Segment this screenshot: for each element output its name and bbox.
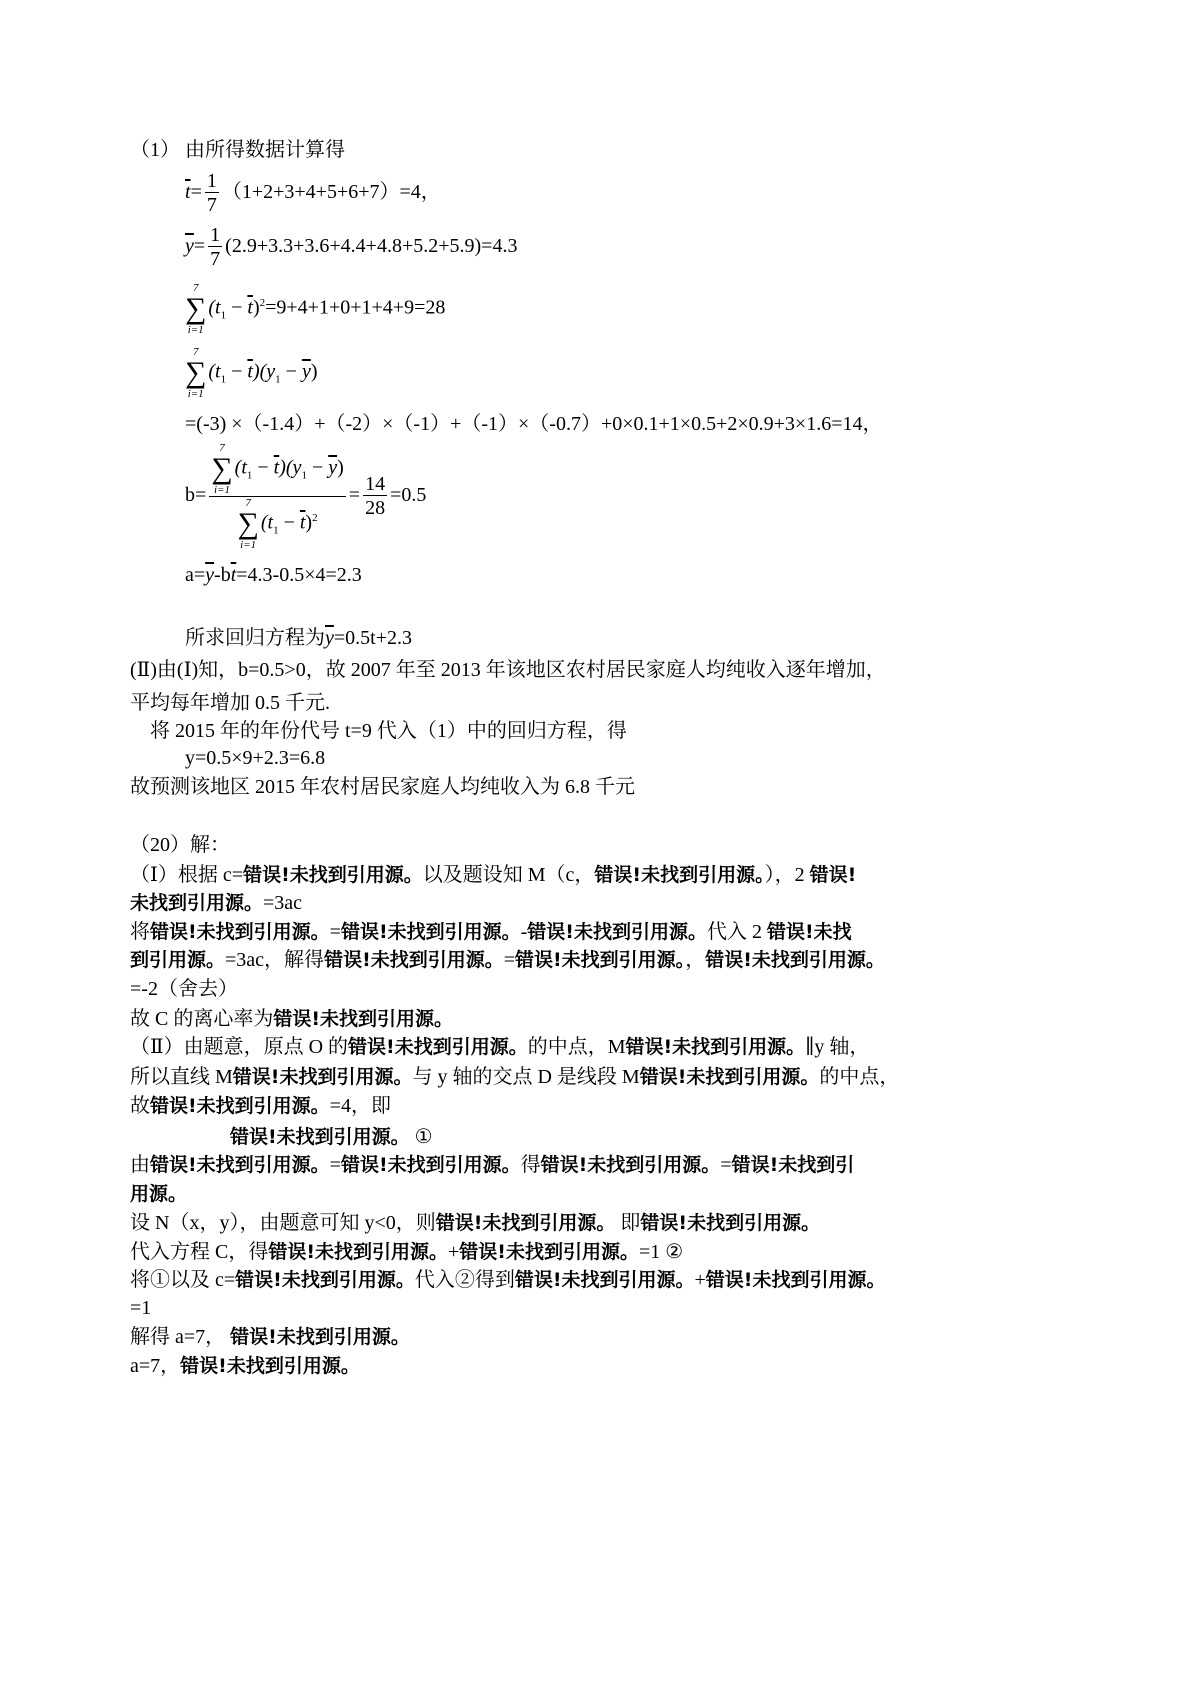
- broken-reference: 到引用源。: [130, 949, 226, 971]
- y-bar: $\overline{y}$: [301, 360, 311, 383]
- text: 设 N（x，y），由题意可知 y<0，则: [130, 1212, 436, 1234]
- denominator: 7: [206, 194, 217, 216]
- text: 将①以及 c=: [130, 1269, 236, 1291]
- sum-top: 7: [192, 282, 199, 294]
- denominator: 7: [210, 248, 221, 270]
- expr: (t: [208, 360, 221, 383]
- t-bar: $\overline{t}$: [273, 456, 280, 479]
- sum-bottom: i=1: [213, 484, 230, 496]
- part2-line: y=0.5×9+2.3=6.8: [185, 747, 326, 769]
- text: 故 C 的离心率为: [130, 1008, 274, 1030]
- minus: −: [226, 296, 248, 319]
- problem20-line: [130, 1268, 885, 1292]
- text: 即: [615, 1212, 641, 1234]
- a-formula: [185, 563, 362, 587]
- text: +: [448, 1241, 460, 1263]
- problem20-line: [130, 1035, 869, 1059]
- text: =: [329, 921, 341, 943]
- text: ①: [409, 1126, 433, 1148]
- problem20-line: [130, 1211, 820, 1235]
- part2-line: (Ⅱ)由(Ⅰ)知，b=0.5>0，故 2007 年至 2013 年该地区农村居民家庭人均纯收入逐年增加，: [130, 659, 886, 681]
- text: 代入方程 C，得: [130, 1241, 269, 1263]
- expr: )(y: [252, 360, 276, 383]
- expr: (t: [234, 456, 247, 479]
- text: =4，即: [329, 1095, 391, 1117]
- text: =-2（舍去）: [130, 978, 238, 1000]
- broken-reference: 错误!未找到引用源。: [515, 949, 686, 971]
- fraction: [208, 224, 222, 271]
- sum-bottom: i=1: [187, 388, 204, 400]
- minus: −: [306, 456, 329, 479]
- text: a=7，: [130, 1355, 181, 1377]
- paren: ): [305, 511, 313, 534]
- broken-reference: 错误!未找到引用源。: [514, 1269, 695, 1291]
- problem20-line: [130, 891, 302, 915]
- expr: (t: [260, 511, 274, 534]
- text: =1 ②: [638, 1241, 684, 1263]
- sigma: [185, 346, 206, 400]
- numerator: 14: [365, 473, 386, 495]
- sub: 1: [220, 309, 227, 322]
- text: =: [720, 1154, 732, 1176]
- a-lhs: a=: [185, 564, 206, 586]
- problem20-line: [130, 1325, 410, 1349]
- sigma-symbol: ∑: [237, 507, 259, 540]
- regression-equation: [185, 626, 412, 650]
- text: 由: [130, 1154, 150, 1176]
- sum-top: 7: [192, 346, 199, 358]
- broken-reference: 用源。: [130, 1183, 188, 1205]
- broken-reference: 错误!未找到引用源。: [459, 1241, 639, 1263]
- text: 解得 a=7，: [130, 1326, 231, 1348]
- sigma: [211, 442, 232, 496]
- text: （20）解：: [130, 834, 230, 856]
- sum-bottom: i=1: [240, 539, 257, 551]
- t-bar: $\overline{t}$: [247, 296, 253, 319]
- text: 代入 2: [706, 921, 767, 943]
- problem20-line: [130, 1296, 151, 1320]
- broken-reference: 错误!未找到引用源。: [273, 1008, 454, 1030]
- broken-reference: 错误!未找到引用源。: [594, 864, 765, 886]
- t-bar: $\overline{t}$: [185, 181, 191, 204]
- sub: 1: [220, 373, 227, 386]
- sum-top: 7: [245, 497, 251, 509]
- text: 故: [130, 1095, 150, 1117]
- t-bar: $\overline{t}$: [299, 511, 306, 534]
- fraction: [363, 473, 387, 520]
- sup: 2: [259, 296, 266, 309]
- problem20-line: [130, 1007, 453, 1031]
- broken-reference: 错误!未找到引用源。: [150, 1095, 330, 1117]
- broken-reference: 错误!未找到引用源。: [540, 1154, 721, 1176]
- broken-reference: 错误!未找到引: [731, 1154, 855, 1176]
- broken-reference: 错误!未找到引用源。: [640, 1212, 821, 1234]
- rhs: （1+2+3+4+5+6+7）=4，: [221, 181, 441, 204]
- part2-line: 故预测该地区 2015 年农村居民家庭人均纯收入为 6.8 千元: [130, 776, 635, 798]
- problem20-line: [130, 920, 852, 944]
- broken-reference: 错误!未找到引用源。: [235, 1269, 415, 1291]
- broken-reference: 错误!未找到引用源。: [527, 921, 707, 943]
- problem20-line: [130, 1182, 187, 1206]
- text: ），2: [764, 864, 810, 886]
- text: 的中点，M: [527, 1036, 626, 1058]
- text: -: [520, 921, 528, 943]
- rhs: =4.3-0.5×4=2.3: [236, 564, 362, 586]
- broken-reference: 错误!未找到引用源。: [243, 864, 423, 886]
- text: 将: [130, 921, 150, 943]
- sigma-symbol: ∑: [185, 356, 207, 389]
- minus: −: [280, 360, 302, 383]
- text: ，: [685, 949, 706, 971]
- broken-reference: 错误!未找到引用源。: [705, 949, 885, 971]
- y-bar: $\overline{y}$: [325, 627, 334, 649]
- text: =3ac: [263, 892, 303, 914]
- t-mean-formula: [185, 170, 441, 217]
- sub: 1: [301, 469, 307, 482]
- denominator: [237, 497, 317, 551]
- text: 得: [520, 1154, 541, 1176]
- text: =3ac，解得: [225, 949, 325, 971]
- fraction: [205, 170, 219, 217]
- sum-cross-formula: [185, 346, 318, 400]
- text: 与 y 轴的交点 D 是线段 M: [412, 1066, 640, 1088]
- text: 代入②得到: [414, 1269, 515, 1291]
- problem20-line: [230, 1125, 433, 1149]
- part2-line: 平均每年增加 0.5 千元.: [130, 692, 330, 714]
- text: =: [329, 1154, 341, 1176]
- numerator: 1: [210, 224, 221, 246]
- text: （Ⅱ）由题意，原点 O 的: [130, 1036, 349, 1058]
- broken-reference: 错误!未找到引用源。: [150, 1154, 330, 1176]
- expr: (t: [208, 296, 221, 319]
- expansion: =(-3) ×（-1.4）+（-2）×（-1）+（-1）×（-0.7）+0×0.1+1×0.5+2×0.9+3×1.6=14，: [185, 413, 883, 435]
- text: 所以直线 M: [130, 1066, 233, 1088]
- text: =1: [130, 1297, 152, 1319]
- minus: −: [226, 360, 248, 383]
- sigma-symbol: ∑: [185, 292, 207, 325]
- problem20-line: [130, 863, 856, 887]
- sub: 1: [273, 524, 279, 537]
- sigma-symbol: ∑: [211, 452, 233, 485]
- sum-top: 7: [219, 442, 225, 454]
- problem20-line: [130, 833, 230, 857]
- sub: 1: [275, 373, 281, 386]
- rhs: =0.5t+2.3: [333, 627, 413, 649]
- broken-reference: 错误!未找到引用源。: [435, 1212, 616, 1234]
- broken-reference: 错误!未找到引用源。: [230, 1126, 410, 1148]
- text: 的中点，: [819, 1066, 900, 1088]
- y-mean-formula: [185, 224, 517, 271]
- t-bar: $\overline{t}$: [247, 360, 253, 383]
- y-bar: $\overline{y}$: [185, 235, 194, 258]
- minus: −: [252, 456, 274, 479]
- problem20-line: [130, 1240, 683, 1264]
- broken-reference: 错误!未找到引用源。: [340, 921, 521, 943]
- eq: =: [193, 235, 206, 258]
- numerator: [209, 442, 346, 497]
- sub: 1: [246, 469, 253, 482]
- part1-heading: （1） 由所得数据计算得: [130, 139, 345, 161]
- broken-reference: 错误!: [809, 864, 857, 886]
- minus: −: [278, 511, 300, 534]
- problem20-line: [130, 948, 885, 972]
- b-formula: [185, 442, 426, 551]
- broken-reference: 错误!未找到引用源。: [180, 1355, 360, 1377]
- broken-reference: 未找到引用源。: [130, 892, 264, 914]
- problem20-line: [130, 977, 238, 1001]
- text: ∥y 轴，: [805, 1036, 870, 1058]
- eq: =: [348, 484, 361, 507]
- text: （Ⅰ）根据 c=: [130, 864, 244, 886]
- rhs: =0.5: [390, 484, 427, 507]
- paren: ): [252, 296, 260, 319]
- broken-reference: 错误!未找到引用源。: [705, 1269, 886, 1291]
- sum-squares-formula: [185, 282, 445, 336]
- broken-reference: 错误!未找到引用源。: [230, 1326, 410, 1348]
- text: =: [503, 949, 516, 971]
- broken-reference: 错误!未找到引用源。: [232, 1066, 413, 1088]
- broken-reference: 错误!未找: [766, 921, 852, 943]
- t-bar: $\overline{t}$: [230, 564, 237, 586]
- minus-b: -b: [214, 564, 231, 586]
- paren: ): [310, 360, 318, 383]
- expr: )(y: [279, 456, 302, 479]
- numerator: 1: [206, 170, 217, 192]
- text: 以及题设知 M（c，: [422, 864, 595, 886]
- label: 所求回归方程为: [185, 627, 325, 649]
- y-bar: $\overline{y}$: [328, 456, 338, 479]
- problem20-line: [130, 1065, 899, 1089]
- y-bar: $\overline{y}$: [205, 564, 215, 586]
- broken-reference: 错误!未找到引用源。: [324, 949, 504, 971]
- problem20-line: [130, 1153, 854, 1177]
- denominator: 28: [365, 497, 386, 519]
- broken-reference: 错误!未找到引用源。: [625, 1036, 806, 1058]
- sum-bottom: i=1: [187, 324, 204, 336]
- broken-reference: 错误!未找到引用源。: [340, 1154, 521, 1176]
- broken-reference: 错误!未找到引用源。: [268, 1241, 449, 1263]
- text: +: [694, 1269, 706, 1291]
- eq: =: [190, 181, 202, 204]
- fraction: [209, 442, 346, 551]
- rhs: =9+4+1+0+1+4+9=28: [265, 296, 446, 319]
- sigma: [237, 497, 258, 551]
- paren: ): [337, 456, 344, 479]
- broken-reference: 错误!未找到引用源。: [150, 921, 330, 943]
- part2-line: 将 2015 年的年份代号 t=9 代入（1）中的回归方程，得: [150, 720, 627, 742]
- rhs: (2.9+3.3+3.6+4.4+4.8+5.2+5.9)=4.3: [225, 235, 518, 258]
- problem20-line: [130, 1354, 360, 1378]
- problem20-line: [130, 1094, 391, 1118]
- sigma: [185, 282, 206, 336]
- b-lhs: b=: [185, 484, 207, 507]
- sup: 2: [312, 511, 318, 524]
- broken-reference: 错误!未找到引用源。: [348, 1036, 528, 1058]
- broken-reference: 错误!未找到引用源。: [639, 1066, 820, 1088]
